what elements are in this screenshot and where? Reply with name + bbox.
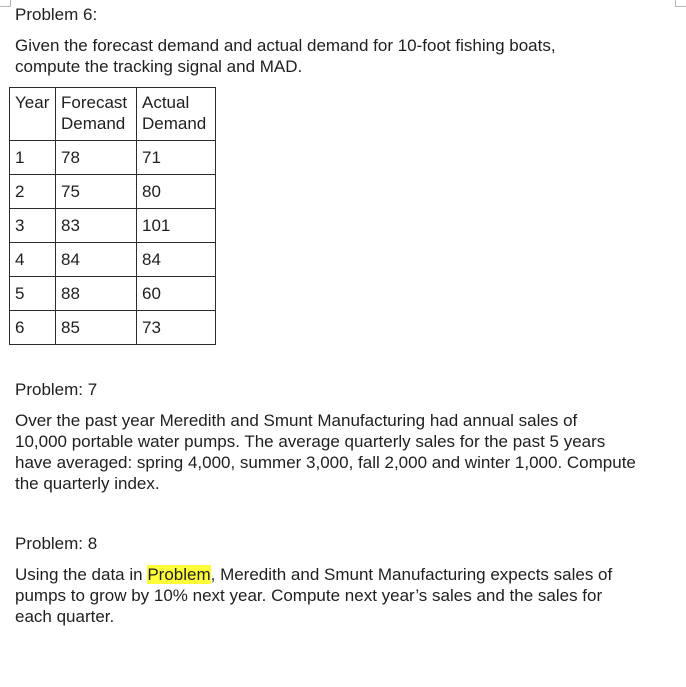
- problem-7-description-line: have averaged: spring 4,000, summer 3,000, fall 2,000 and winter 1,000. Compute: [15, 453, 636, 472]
- cell-actual: 60: [137, 277, 216, 311]
- cell-year: 3: [10, 209, 56, 243]
- problem-8-title: Problem: 8: [15, 534, 98, 553]
- cell-year: 5: [10, 277, 56, 311]
- table-row: [10, 141, 216, 175]
- cell-forecast: 75: [56, 175, 137, 209]
- cell-actual: 71: [137, 141, 216, 175]
- header-year: [10, 88, 56, 141]
- cell-actual: 101: [137, 209, 216, 243]
- problem-7-description-line: the quarterly index.: [15, 474, 160, 493]
- problem-8-description: [15, 564, 675, 627]
- problem-7-title: Problem: 7: [15, 380, 98, 399]
- problem-6-title: Problem 6:: [15, 5, 98, 24]
- problem-6-description: [15, 35, 675, 77]
- header-forecast-demand: [56, 88, 137, 141]
- problem-8-text-before: Using the data in: [15, 565, 148, 584]
- page-corner-mark-left: [0, 0, 11, 7]
- header-year-label: Year: [15, 93, 50, 112]
- table-row: [10, 175, 216, 209]
- table-header-row: [10, 88, 216, 141]
- header-actual-demand: [137, 88, 216, 141]
- problem-8-description-line: pumps to grow by 10% next year. Compute next year’s sales and the sales for: [15, 586, 603, 605]
- problem-7-description: [15, 410, 675, 494]
- cell-forecast: 78: [56, 141, 137, 175]
- cell-year: 1: [10, 141, 56, 175]
- problem-6-description-line: Given the forecast demand and actual demand for 10-foot fishing boats,: [15, 36, 556, 55]
- cell-actual: 84: [137, 243, 216, 277]
- table-row: [10, 277, 216, 311]
- cell-forecast: 83: [56, 209, 137, 243]
- cell-forecast: 84: [56, 243, 137, 277]
- cell-year: 4: [10, 243, 56, 277]
- problem-7-description-line: 10,000 portable water pumps. The average quarterly sales for the past 5 years: [15, 432, 606, 451]
- cell-actual: 80: [137, 175, 216, 209]
- table-row: [10, 209, 216, 243]
- header-forecast-label-2: Demand: [61, 114, 126, 133]
- highlighted-word: Problem: [147, 565, 211, 584]
- problem-7-description-line: Over the past year Meredith and Smunt Manufacturing had annual sales of: [15, 411, 578, 430]
- problem-6-description-line: compute the tracking signal and MAD.: [15, 57, 303, 76]
- cell-year: 2: [10, 175, 56, 209]
- problem-8-description-line: [15, 564, 675, 585]
- demand-table: [9, 87, 216, 345]
- problem-8-description-line: each quarter.: [15, 607, 115, 626]
- cell-forecast: 85: [56, 311, 137, 345]
- page-corner-mark-right: [675, 0, 686, 7]
- problem-8-text-after: , Meredith and Smunt Manufacturing expects sales of: [210, 565, 613, 584]
- header-actual-label-2: Demand: [142, 114, 207, 133]
- table-row: [10, 311, 216, 345]
- cell-year: 6: [10, 311, 56, 345]
- cell-actual: 73: [137, 311, 216, 345]
- table-row: [10, 243, 216, 277]
- header-actual-label: Actual: [142, 93, 190, 112]
- cell-forecast: 88: [56, 277, 137, 311]
- header-forecast-label: Forecast: [61, 93, 128, 112]
